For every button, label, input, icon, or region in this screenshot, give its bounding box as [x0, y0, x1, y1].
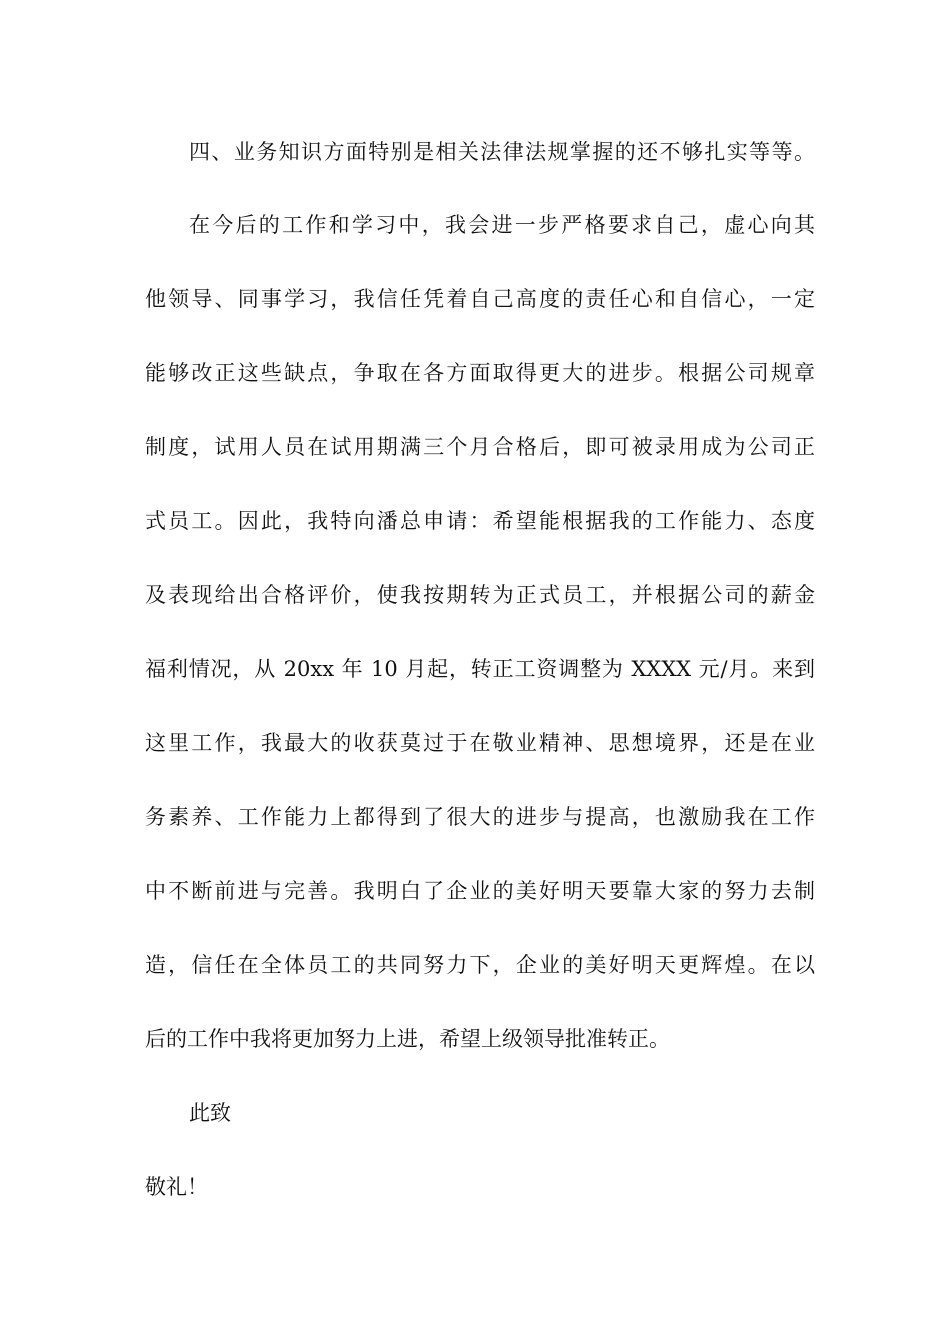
paragraph-line: 这里工作，我最大的收获莫过于在敬业精神、思想境界，还是在业 [145, 731, 815, 755]
salutation-text: 敬礼！ [145, 1175, 208, 1199]
closing-text: 此致 [189, 1101, 231, 1125]
paragraph-line: 能够改正这些缺点，争取在各方面取得更大的进步。根据公司规章 [145, 361, 815, 385]
paragraph-line: 式员工。因此，我特向潘总申请：希望能根据我的工作能力、态度 [145, 509, 815, 533]
paragraph-line: 及表现给出合格评价，使我按期转为正式员工，并根据公司的薪金 [145, 583, 815, 607]
paragraph-line: 福利情况，从 20xx 年 10 月起，转正工资调整为 XXXX 元/月。来到 [145, 657, 815, 681]
paragraph-line: 造，信任在全体员工的共同努力下，企业的美好明天更辉煌。在以 [145, 953, 815, 977]
paragraph-line: 在今后的工作和学习中，我会进一步严格要求自己，虚心向其 [189, 213, 815, 237]
paragraph-line: 中不断前进与完善。我明白了企业的美好明天要靠大家的努力去制 [145, 879, 815, 903]
paragraph-line: 他领导、同事学习，我信任凭着自己高度的责任心和自信心，一定 [145, 287, 815, 311]
paragraph-line: 务素养、工作能力上都得到了很大的进步与提高，也激励我在工作 [145, 805, 815, 829]
paragraph-item-four-line: 四、业务知识方面特别是相关法律法规掌握的还不够扎实等等。 [189, 140, 815, 164]
paragraph-line: 制度，试用人员在试用期满三个月合格后，即可被录用成为公司正 [145, 435, 815, 459]
paragraph-last-line: 后的工作中我将更加努力上进，希望上级领导批准转正。 [145, 1027, 670, 1051]
